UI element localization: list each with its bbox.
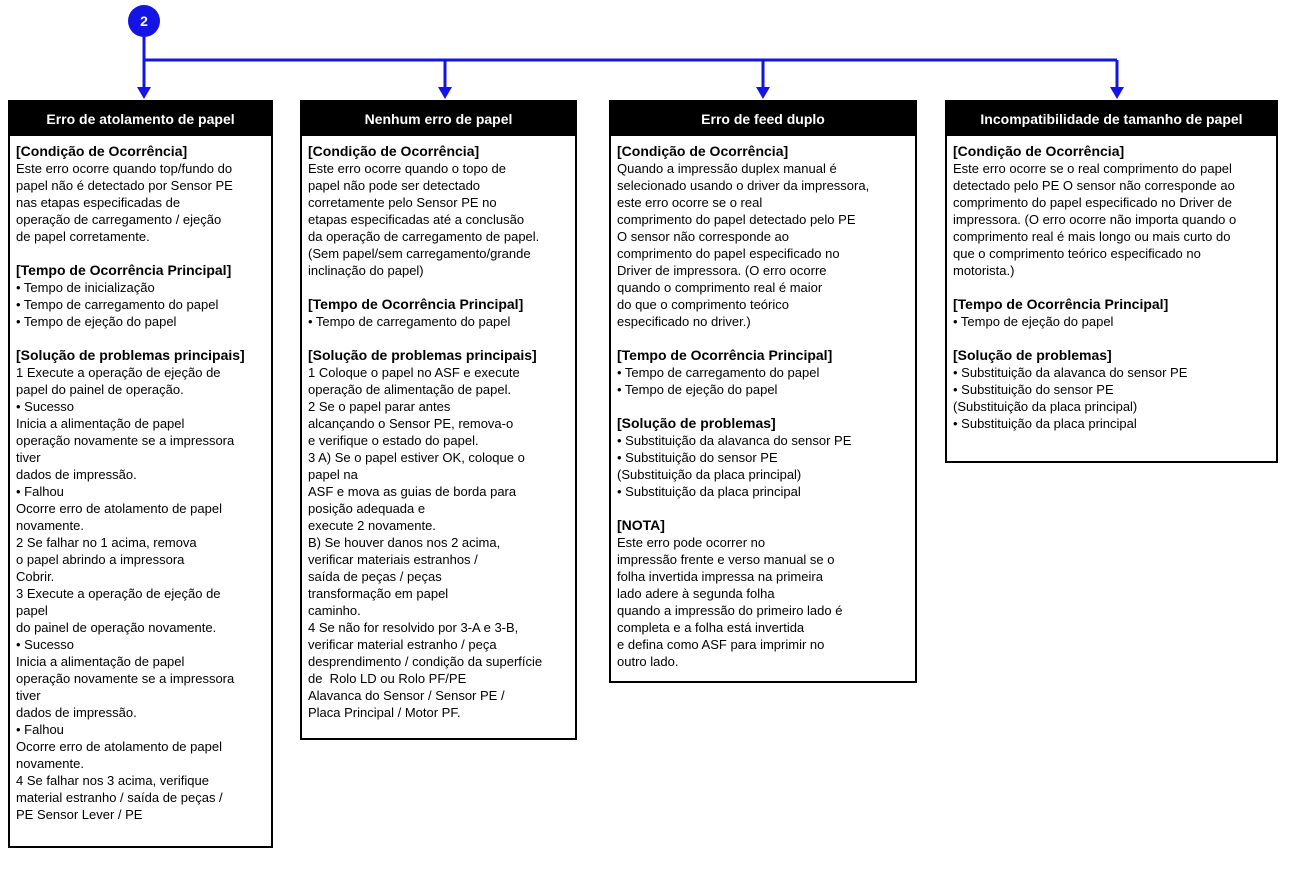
section-line: (Substituição da placa principal) (617, 467, 802, 482)
section-line: comprimento do papel especificado no (617, 246, 840, 261)
section-line: papel do painel de operação. (16, 382, 184, 397)
section-line: Este erro ocorre quando top/fundo do (16, 161, 233, 176)
section-line: motorista.) (953, 263, 1015, 278)
section-line: nas etapas especificadas de (16, 195, 181, 210)
section-line: papel na (308, 467, 358, 482)
section (617, 517, 911, 670)
flowbox-no-paper-error (300, 100, 577, 740)
section-line: de Rolo LD ou Rolo PF/PE (308, 671, 467, 686)
section (953, 296, 1272, 330)
flowbox-body (10, 136, 271, 823)
section-line: 2 Se falhar no 1 acima, remova (16, 535, 197, 550)
section (16, 143, 267, 245)
section-line: novamente. (16, 518, 84, 533)
section-line: folha invertida impressa na primeira (617, 569, 823, 584)
section-line: PE Sensor Lever / PE (16, 807, 143, 822)
section-heading: [Tempo de Ocorrência Principal] (16, 262, 232, 278)
section-line: dados de impressão. (16, 467, 137, 482)
section-line: • Substituição da placa principal (953, 416, 1137, 431)
section-line: • Falhou (16, 722, 64, 737)
section-line: outro lado. (617, 654, 679, 669)
flowbox-body (947, 136, 1276, 432)
section-heading: [Condição de Ocorrência] (617, 143, 789, 159)
section (617, 415, 911, 500)
section-line: • Substituição do sensor PE (953, 382, 1114, 397)
section-line: • Substituição do sensor PE (617, 450, 778, 465)
section (308, 347, 571, 721)
section-line: Este erro ocorre quando o topo de (308, 161, 507, 176)
section-line: Alavanca do Sensor / Sensor PE / (308, 688, 505, 703)
section-line: quando a impressão do primeiro lado é (617, 603, 843, 618)
flowbox-title: Erro de feed duplo (611, 102, 915, 136)
section-line: papel não pode ser detectado (308, 178, 481, 193)
section-line: do painel de operação novamente. (16, 620, 217, 635)
section-line: tiver (16, 450, 41, 465)
section-line: impressora. (O erro ocorre não importa quando o (953, 212, 1237, 227)
section-heading: [Condição de Ocorrência] (953, 143, 1125, 159)
section-line: operação novamente se a impressora (16, 671, 235, 686)
section-line: o papel abrindo a impressora (16, 552, 185, 567)
section-line: papel não é detectado por Sensor PE (16, 178, 233, 193)
section-line: Ocorre erro de atolamento de papel (16, 739, 222, 754)
section-line: etapas especificadas até a conclusão (308, 212, 525, 227)
section-line: 2 Se o papel parar antes (308, 399, 451, 414)
section-line: • Falhou (16, 484, 64, 499)
section-line: de papel corretamente. (16, 229, 150, 244)
arrowhead-1-icon (137, 87, 151, 99)
section-line: inclinação do papel) (308, 263, 424, 278)
section-line: novamente. (16, 756, 84, 771)
section-line: Este erro ocorre se o real comprimento do papel (953, 161, 1232, 176)
section-line: quando o comprimento real é maior (617, 280, 823, 295)
section-line: dados de impressão. (16, 705, 137, 720)
section-line: especificado no driver.) (617, 314, 751, 329)
section-line: que o comprimento teórico especificado no (953, 246, 1201, 261)
arrowhead-3-icon (756, 87, 770, 99)
section-line: ASF e mova as guias de borda para (308, 484, 517, 499)
connector-layer (0, 0, 1292, 110)
flowbox-body (611, 136, 915, 670)
section-line: papel (16, 603, 48, 618)
section-line: comprimento do papel detectado pelo PE (617, 212, 856, 227)
section-line: Driver de impressora. (O erro ocorre (617, 263, 827, 278)
section (308, 296, 571, 330)
section-heading: [Solução de problemas principais] (308, 347, 537, 363)
section-line: Inicia a alimentação de papel (16, 654, 185, 669)
section-heading: [Tempo de Ocorrência Principal] (308, 296, 524, 312)
section-line: Placa Principal / Motor PF. (308, 705, 461, 720)
section-heading: [Solução de problemas principais] (16, 347, 245, 363)
section-line: caminho. (308, 603, 361, 618)
flowbox-title: Nenhum erro de papel (302, 102, 575, 136)
flowbox-paper-jam-error (8, 100, 273, 848)
section-line: da operação de carregamento de papel. (308, 229, 540, 244)
section-heading: [Tempo de Ocorrência Principal] (617, 347, 833, 363)
section-line: Inicia a alimentação de papel (16, 416, 185, 431)
section-line: material estranho / saída de peças / (16, 790, 223, 805)
section-line: • Sucesso (16, 637, 75, 652)
section-line: Cobrir. (16, 569, 55, 584)
section-line: • Tempo de carregamento do papel (308, 314, 511, 329)
flowbox-double-feed-error (609, 100, 917, 683)
section-line: B) Se houver danos nos 2 acima, (308, 535, 501, 550)
section-line: operação novamente se a impressora (16, 433, 235, 448)
section-line: • Tempo de ejeção do papel (617, 382, 778, 397)
flowbox-paper-size-mismatch (945, 100, 1278, 463)
section-line: • Substituição da alavanca do sensor PE (617, 433, 852, 448)
section-line: • Tempo de ejeção do papel (953, 314, 1114, 329)
section-line: 4 Se falhar nos 3 acima, verifique (16, 773, 209, 788)
section-line: execute 2 novamente. (308, 518, 436, 533)
section-line: e verifique o estado do papel. (308, 433, 479, 448)
section-line: • Substituição da placa principal (617, 484, 801, 499)
section-line: tiver (16, 688, 41, 703)
section-line: • Sucesso (16, 399, 75, 414)
section-line: desprendimento / condição da superfície (308, 654, 543, 669)
section-line: verificar materiais estranhos / (308, 552, 478, 567)
section-line: saída de peças / peças (308, 569, 442, 584)
section-line: • Tempo de carregamento do papel (16, 297, 219, 312)
flowbox-body (302, 136, 575, 721)
section (16, 262, 267, 330)
section-line: 1 Coloque o papel no ASF e execute (308, 365, 520, 380)
section-heading: [NOTA] (617, 517, 665, 533)
section-line: Quando a impressão duplex manual é (617, 161, 837, 176)
section-line: posição adequada e (308, 501, 426, 516)
section-heading: [Condição de Ocorrência] (308, 143, 480, 159)
flowbox-title: Erro de atolamento de papel (10, 102, 271, 136)
section-heading: [Solução de problemas] (953, 347, 1112, 363)
section-line: verificar material estranho / peça (308, 637, 497, 652)
section-line: transformação em papel (308, 586, 449, 601)
section (617, 143, 911, 330)
section-line: (Substituição da placa principal) (953, 399, 1138, 414)
section-line: 4 Se não for resolvido por 3-A e 3-B, (308, 620, 519, 635)
section-line: do que o comprimento teórico (617, 297, 789, 312)
section (953, 347, 1272, 432)
section-line: 3 Execute a operação de ejeção de (16, 586, 221, 601)
section-line: este erro ocorre se o real (617, 195, 763, 210)
section-line: • Tempo de ejeção do papel (16, 314, 177, 329)
section (953, 143, 1272, 279)
section-line: Este erro pode ocorrer no (617, 535, 766, 550)
section-line: alcançando o Sensor PE, remova-o (308, 416, 514, 431)
section-line: comprimento do papel especificado no Driver de (953, 195, 1232, 210)
section-line: 3 A) Se o papel estiver OK, coloque o (308, 450, 525, 465)
section-line: operação de carregamento / ejeção (16, 212, 222, 227)
section-line: lado adere à segunda folha (617, 586, 775, 601)
section (308, 143, 571, 279)
section-heading: [Condição de Ocorrência] (16, 143, 188, 159)
section-line: detectado pelo PE O sensor não corresponde ao (953, 178, 1235, 193)
section-heading: [Tempo de Ocorrência Principal] (953, 296, 1169, 312)
section-line: 1 Execute a operação de ejeção de (16, 365, 221, 380)
section-line: (Sem papel/sem carregamento/grande (308, 246, 531, 261)
section-line: • Tempo de inicialização (16, 280, 155, 295)
section-heading: [Solução de problemas] (617, 415, 776, 431)
section (617, 347, 911, 398)
section-line: e defina como ASF para imprimir no (617, 637, 825, 652)
section-line: impressão frente e verso manual se o (617, 552, 835, 567)
section (16, 347, 267, 823)
section-line: operação de alimentação de papel. (308, 382, 512, 397)
flowbox-title: Incompatibilidade de tamanho de papel (947, 102, 1276, 136)
arrowhead-4-icon (1110, 87, 1124, 99)
section-line: • Tempo de carregamento do papel (617, 365, 820, 380)
section-line: selecionado usando o driver da impressora, (617, 178, 870, 193)
section-line: Ocorre erro de atolamento de papel (16, 501, 222, 516)
step-number-label: 2 (140, 13, 148, 29)
section-line: O sensor não corresponde ao (617, 229, 789, 244)
section-line: comprimento real é mais longo ou mais curto do (953, 229, 1231, 244)
section-line: • Substituição da alavanca do sensor PE (953, 365, 1188, 380)
arrowhead-2-icon (438, 87, 452, 99)
section-line: completa e a folha está invertida (617, 620, 805, 635)
section-line: corretamente pelo Sensor PE no (308, 195, 497, 210)
